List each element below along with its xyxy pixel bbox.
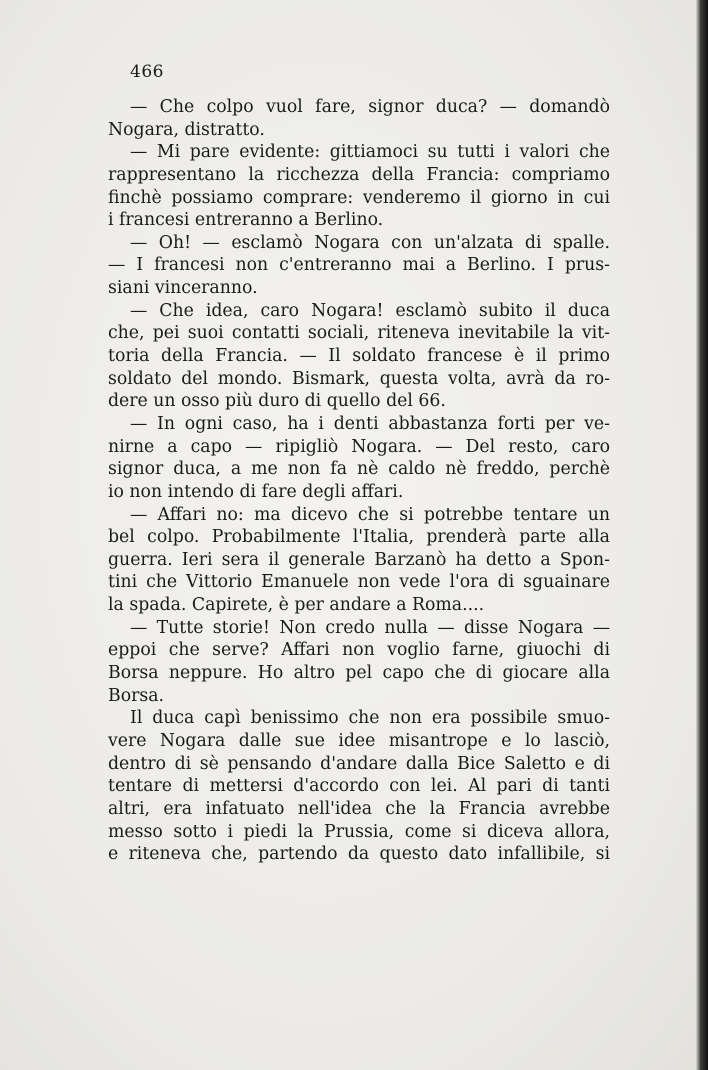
text-line: — I francesi non c'entreranno mai a Berlino. I prus-	[108, 255, 610, 276]
body-text	[108, 96, 610, 866]
page-number: 466	[130, 62, 164, 82]
text-line: — Mi pare evidente: gittiamoci su tutti i valori che	[130, 142, 610, 163]
text-line: i francesi entreranno a Berlino.	[108, 210, 384, 231]
text-line: io non intendo di fare degli affari.	[108, 481, 404, 502]
text-line: — Che colpo vuol fare, signor duca? — domandò	[130, 97, 610, 117]
text-line: finchè possiamo comprare: venderemo il giorno in cui	[108, 187, 610, 208]
text-line: — Affari no: ma dicevo che si potrebbe tentare un	[130, 504, 610, 525]
text-line: Borsa.	[108, 685, 165, 706]
text-line: eppoi che serve? Affari non voglio farne, giuochi di	[108, 640, 610, 661]
text-line: altri, era infatuato nell'idea che la Francia avrebbe	[108, 798, 610, 819]
text-line: soldato del mondo. Bismark, questa volta, avrà da ro-	[108, 368, 610, 389]
text-line: tentare di mettersi d'accordo con lei. Al pari di tanti	[108, 776, 610, 797]
text-line: — In ogni caso, ha i denti abbastanza forti per ve-	[130, 413, 610, 434]
text-line: siani vinceranno.	[108, 278, 258, 299]
text-line: Nogara, distratto.	[108, 119, 265, 140]
text-line: Il duca capì benissimo che non era possibile smuo-	[130, 708, 610, 729]
text-line: dere un osso più duro di quello del 66.	[108, 391, 446, 412]
text-line: la spada. Capirete, è per andare a Roma....	[108, 595, 485, 616]
text-line: — Oh! — esclamò Nogara con un'alzata di spalle.	[130, 232, 610, 253]
text-line: signor duca, a me non fa nè caldo nè freddo, perchè	[108, 459, 610, 480]
book-spine-shadow	[696, 0, 708, 1070]
text-line: — Tutte storie! Non credo nulla — disse Nogara —	[130, 617, 610, 638]
text-line: — Che idea, caro Nogara! esclamò subito il duca	[130, 300, 610, 321]
text-line: tini che Vittorio Emanuele non vede l'ora di sguainare	[108, 572, 610, 593]
text-line: toria della Francia. — Il soldato francese è il primo	[108, 346, 610, 367]
text-line: rappresentano la ricchezza della Francia: compriamo	[108, 164, 610, 185]
text-line: e riteneva che, partendo da questo dato infallibile, si	[108, 844, 610, 865]
text-line: dentro di sè pensando d'andare dalla Bice Saletto e di	[108, 753, 610, 774]
text-line: vere Nogara dalle sue idee misantrope e lo lasciò,	[108, 730, 610, 751]
text-line: Borsa neppure. Ho altro pel capo che di giocare alla	[108, 663, 610, 684]
text-line: nirne a capo — ripigliò Nogara. — Del resto, caro	[108, 436, 610, 457]
text-line: che, pei suoi contatti sociali, riteneva inevitabile la vit-	[108, 323, 610, 344]
text-line: guerra. Ieri sera il generale Barzanò ha detto a Spon-	[108, 549, 610, 570]
text-line: messo sotto i piedi la Prussia, come si diceva allora,	[108, 821, 610, 842]
text-line: bel colpo. Probabilmente l'Italia, prenderà parte alla	[108, 527, 610, 548]
